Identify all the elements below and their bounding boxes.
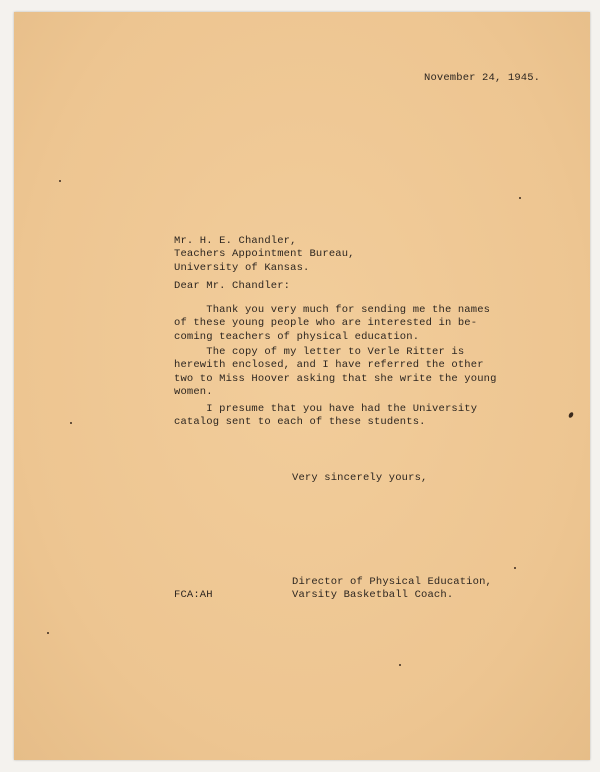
signature-line: Director of Physical Education,: [292, 576, 492, 588]
signature-block: [292, 576, 492, 603]
paper-speck: [568, 411, 574, 418]
body-paragraph: [174, 304, 490, 344]
closing: Very sincerely yours,: [292, 472, 428, 484]
paragraph-line: women.: [174, 386, 213, 399]
paragraph-line: catalog sent to each of these students.: [174, 416, 426, 429]
body-paragraph: [174, 403, 477, 430]
paragraph-line: of these young people who are interested in be-: [174, 317, 478, 330]
body-paragraph: [174, 346, 497, 400]
paragraph-line: two to Miss Hoover asking that she write the young: [174, 372, 497, 385]
paragraph-line: Thank you very much for sending me the names: [174, 304, 491, 316]
letter-date: November 24, 1945.: [424, 72, 541, 84]
paper-speck: [47, 632, 49, 634]
paper-speck: [399, 664, 401, 666]
paper-speck: [514, 567, 516, 569]
signature-line: Varsity Basketball Coach.: [292, 589, 454, 602]
reference-initials: FCA:AH: [174, 589, 213, 601]
addressee-line: University of Kansas.: [174, 261, 310, 274]
paper-speck: [59, 180, 61, 182]
paragraph-line: The copy of my letter to Verle Ritter is: [174, 346, 465, 358]
addressee-block: [174, 235, 355, 275]
addressee-line: Teachers Appointment Bureau,: [174, 248, 355, 261]
addressee-line: Mr. H. E. Chandler,: [174, 235, 297, 247]
letter-page: [14, 12, 590, 760]
paragraph-line: herewith enclosed, and I have referred the other: [174, 359, 484, 372]
paragraph-line: I presume that you have had the University: [174, 403, 478, 415]
paragraph-line: coming teachers of physical education.: [174, 330, 420, 343]
paper-speck: [70, 422, 72, 424]
paper-speck: [519, 197, 521, 199]
salutation: Dear Mr. Chandler:: [174, 280, 291, 292]
